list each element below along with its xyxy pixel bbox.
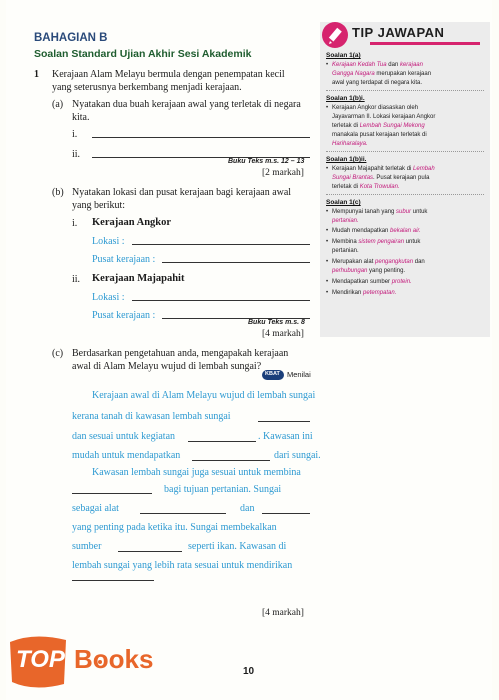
- tip-text-1c-b3-line1: Membina sistem pengairan untuk: [332, 239, 421, 245]
- answer-text-2: kerana tanah di kawasan lembah sungai: [72, 411, 231, 422]
- answer-line-pusat-i[interactable]: [162, 262, 310, 263]
- pusat-label-ii: Pusat kerajaan :: [92, 310, 156, 321]
- section-title: BAHAGIAN B: [34, 32, 108, 44]
- tip-bullet: •: [326, 62, 329, 68]
- tip-separator: [326, 151, 484, 152]
- tip-title: TIP JAWAPAN: [352, 25, 445, 40]
- part-c-text-line2: awal di Alam Melayu wujud di lembah sungai?: [72, 361, 262, 372]
- question-stem-line1: Kerajaan Alam Melayu bermula dengan penempatan kecil: [52, 69, 285, 80]
- tip-text-1a-line2: Gangga Nagara merupakan kerajaan: [332, 71, 432, 77]
- topbooks-logo: [4, 630, 178, 692]
- blank-8[interactable]: [72, 580, 154, 581]
- blank-2[interactable]: [188, 441, 256, 442]
- part-b-ii-num: ii.: [72, 274, 81, 285]
- tip-heading-1bi: Soalan 1(b)i.: [326, 95, 365, 102]
- tip-bullet: •: [326, 259, 329, 265]
- answer-text-7b: dan: [240, 503, 255, 514]
- marks-b: [4 markah]: [262, 329, 304, 339]
- tip-text-1c-b1-line2: pertanian.: [332, 218, 359, 224]
- tip-separator: [326, 90, 484, 91]
- answer-text-3a: dan sesuai untuk kegiatan: [72, 431, 176, 442]
- tip-heading-1c: Soalan 1(c): [326, 199, 361, 206]
- answer-line-lokasi-i[interactable]: [132, 244, 310, 245]
- kerajaan-majapahit-heading: Kerajaan Majapahit: [92, 273, 185, 284]
- kbat-badge: [262, 370, 284, 380]
- blank-5[interactable]: [140, 513, 226, 514]
- tip-text-1c-b6: Mendirikan petempatan.: [332, 290, 397, 296]
- section-subtitle: Soalan Standard Ujian Akhir Sesi Akademik: [34, 48, 252, 60]
- tip-title-underline: [370, 42, 480, 45]
- lokasi-label-ii: Lokasi :: [92, 292, 125, 303]
- kbat-badge-text: KBAT: [265, 371, 280, 377]
- tip-bullet: •: [326, 290, 329, 296]
- logo-top-text: TOP: [16, 646, 65, 673]
- tip-bullet: •: [326, 228, 329, 234]
- answer-line-a-i[interactable]: [92, 137, 310, 138]
- tip-text-1c-b2: Mudah mendapatkan bekalan air.: [332, 228, 421, 234]
- answer-text-9b: seperti ikan. Kawasan di: [188, 541, 287, 552]
- blank-6[interactable]: [262, 513, 310, 514]
- part-a-text-line2: kita.: [72, 112, 90, 123]
- part-a-i-label: i.: [72, 129, 78, 140]
- lokasi-label-i: Lokasi :: [92, 236, 125, 247]
- question-number: 1: [34, 69, 39, 80]
- answer-text-7a: sebagai alat: [72, 503, 119, 514]
- textbook-ref-b: Buku Teks m.s. 8: [248, 319, 305, 326]
- tip-separator: [326, 194, 484, 195]
- textbook-ref-a: Buku Teks m.s. 12 – 13: [228, 158, 305, 165]
- tip-bullet: •: [326, 209, 329, 215]
- tip-text-1bi-line2: Jayavarman II. Lokasi kerajaan Angkor: [332, 114, 436, 120]
- part-c-text-line1: Berdasarkan pengetahuan anda, mengapakah kerajaan: [72, 348, 289, 359]
- tip-bullet: •: [326, 166, 329, 172]
- marks-c: [4 markah]: [262, 608, 304, 618]
- tip-text-1bii-line2: Sungai Brantas. Pusat kerajaan pula: [332, 175, 430, 181]
- blank-4[interactable]: [72, 493, 152, 494]
- tip-text-1a-line3: awal yang terdapat di negara kita.: [332, 80, 423, 86]
- part-a-label: (a): [52, 99, 64, 110]
- answer-text-5: Kawasan lembah sungai juga sesuai untuk membina: [92, 467, 301, 478]
- answer-text-1: Kerajaan awal di Alam Melayu wujud di lembah sungai: [92, 390, 316, 401]
- answer-text-8: yang penting pada ketika itu. Sungai membekalkan: [72, 522, 277, 533]
- tip-heading-1a: Soalan 1(a): [326, 52, 361, 59]
- blank-7[interactable]: [118, 551, 182, 552]
- tip-bullet: •: [326, 279, 329, 285]
- tip-bullet: •: [326, 105, 329, 111]
- tip-text-1c-b4-line2: perhubungan yang penting.: [332, 268, 406, 274]
- page-number: 10: [243, 666, 255, 677]
- tip-bullet: •: [326, 239, 329, 245]
- answer-text-6: bagi tujuan pertanian. Sungai: [164, 484, 282, 495]
- tip-text-1c-b1-line1: Mempunyai tanah yang subur untuk: [332, 209, 428, 215]
- tip-text-1c-b3-line2: pertanian.: [332, 248, 359, 254]
- tip-text-1bi-line3: terletak di Lembah Sungai Mekong: [332, 123, 425, 129]
- kbat-level: Menilai: [287, 370, 311, 379]
- answer-text-4a: mudah untuk mendapatkan: [72, 450, 181, 461]
- answer-text-10: lembah sungai yang lebih rata sesuai untuk mendirikan: [72, 560, 293, 571]
- question-stem-line2: yang seterusnya berkembang menjadi kerajaan.: [52, 82, 242, 93]
- pencil-icon: [322, 22, 348, 48]
- part-a-ii-label: ii.: [72, 149, 81, 160]
- kerajaan-angkor-heading: Kerajaan Angkor: [92, 217, 172, 228]
- tip-text-1bii-line3: terletak di Kota Trowulan.: [332, 184, 400, 190]
- part-b-text-line2: yang berikut:: [72, 200, 126, 211]
- tip-text-1bi-line5: Hariharalaya.: [332, 141, 368, 147]
- part-b-label: (b): [52, 187, 64, 198]
- logo-books-text: Books: [74, 644, 154, 674]
- answer-line-lokasi-ii[interactable]: [132, 300, 310, 301]
- tip-text-1c-b5: Mendapatkan sumber protein.: [332, 279, 412, 285]
- tip-text-1bi-line1: Kerajaan Angkor diasaskan oleh: [332, 105, 419, 111]
- part-a-text-line1: Nyatakan dua buah kerajaan awal yang terletak di negara: [72, 99, 301, 110]
- answer-text-4b: dari sungai.: [274, 450, 321, 461]
- blank-1[interactable]: [258, 421, 310, 422]
- tip-heading-1bii: Soalan 1(b)ii.: [326, 156, 367, 163]
- part-c-label: (c): [52, 348, 64, 359]
- tip-text-1bi-line4: manakala pusat kerajaan terletak di: [332, 132, 427, 138]
- blank-3[interactable]: [192, 460, 270, 461]
- tip-text-1c-b4-line1: Merupakan alat pengangkutan dan: [332, 259, 425, 265]
- answer-text-9a: sumber: [72, 541, 102, 552]
- marks-a: [2 markah]: [262, 168, 304, 178]
- tip-text-1bii-line1: Kerajaan Majapahit terletak di Lembah: [332, 166, 435, 172]
- tip-text-1a-line1: Kerajaan Kedah Tua dan kerajaan: [332, 62, 423, 68]
- answer-text-3b: . Kawasan ini: [258, 431, 313, 442]
- part-b-i-num: i.: [72, 218, 78, 229]
- pusat-label-i: Pusat kerajaan :: [92, 254, 156, 265]
- part-b-text-line1: Nyatakan lokasi dan pusat kerajaan bagi kerajaan awal: [72, 187, 292, 198]
